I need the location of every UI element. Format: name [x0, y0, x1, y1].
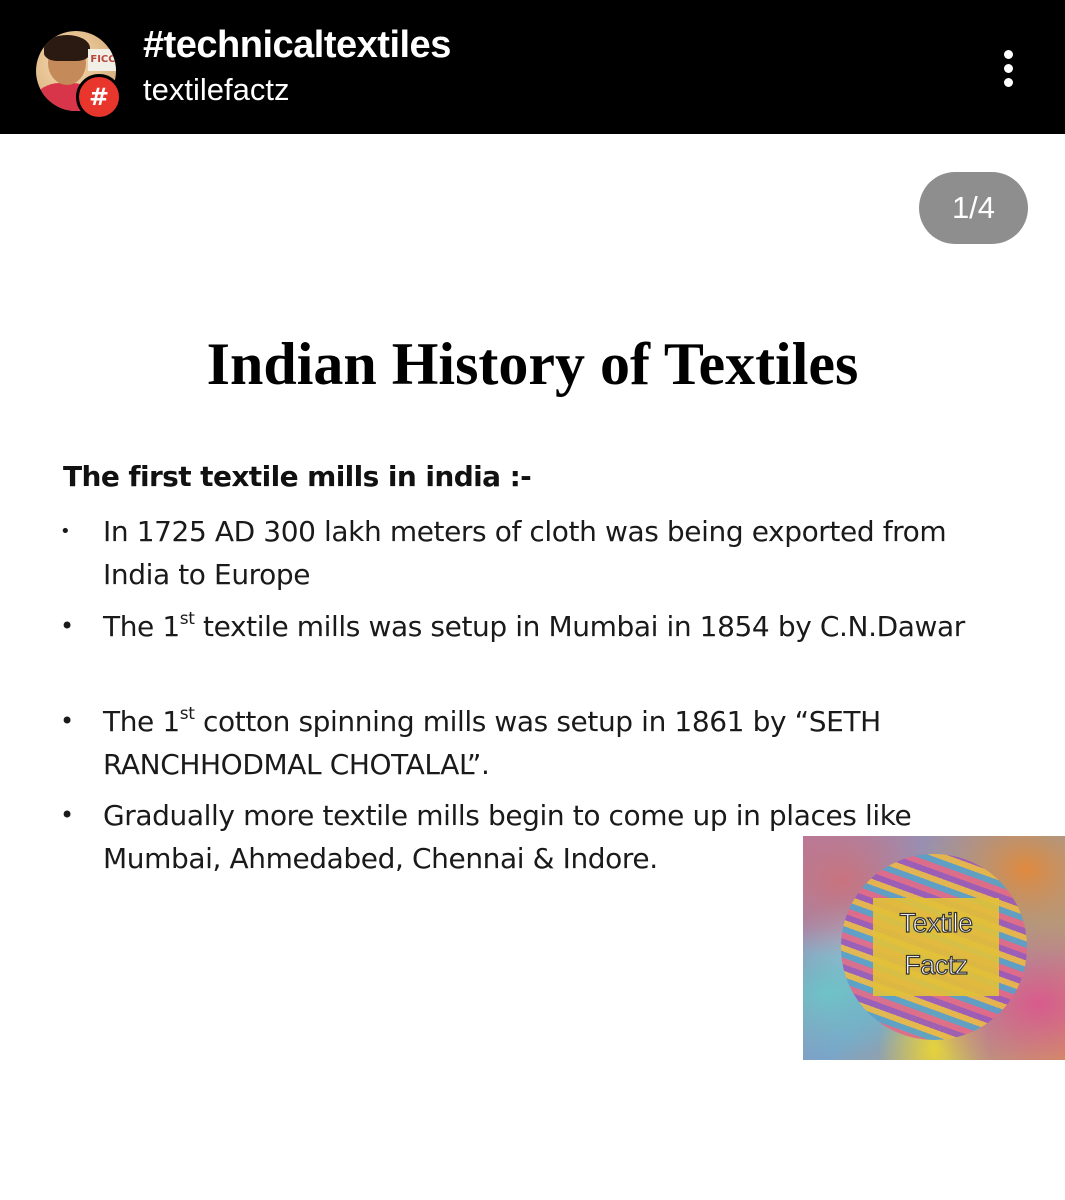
account-name[interactable]: textilefactz: [143, 72, 290, 107]
bullet-dot: •: [60, 707, 74, 735]
bullet-text: The 1st cotton spinning mills was setup in 1861 by “SETH RANCHHODMAL CHOTALAL”.: [103, 704, 881, 781]
logo-text-line2: Factz: [904, 950, 968, 980]
avatar-hair: [44, 35, 90, 61]
slide-title: Indian History of Textiles: [206, 331, 859, 397]
story-header: [0, 0, 1065, 134]
bullet-text: In 1725 AD 300 lakh meters of cloth was being exported from India to Europe: [103, 515, 947, 591]
bullet-text: Gradually more textile mills begin to come up in places like Mumbai, Ahmedabed, Chennai & Indore.: [103, 799, 912, 875]
bullet-text: The 1st textile mills was setup in Mumbai in 1854 by C.N.Dawar: [103, 609, 965, 643]
vertical-ellipsis-icon[interactable]: [992, 46, 1026, 90]
bullet-dot: •: [60, 612, 74, 640]
ellipsis-dot: [1004, 64, 1013, 73]
slide-counter: 1/4: [919, 172, 1028, 244]
avatar-sign: FICC: [88, 49, 116, 71]
ellipsis-dot: [1004, 50, 1013, 59]
logo-text-line1: Textile: [899, 908, 973, 938]
hashtag-title[interactable]: #technicaltextiles: [143, 24, 451, 66]
slide-subheading: The first textile mills in india :-: [63, 460, 532, 493]
ellipsis-dot: [1004, 78, 1013, 87]
textile-factz-logo: [803, 836, 1065, 1060]
bullet-dot: •: [60, 521, 71, 542]
bullet-dot: •: [60, 801, 74, 829]
hashtag-badge-icon: #: [76, 74, 122, 120]
